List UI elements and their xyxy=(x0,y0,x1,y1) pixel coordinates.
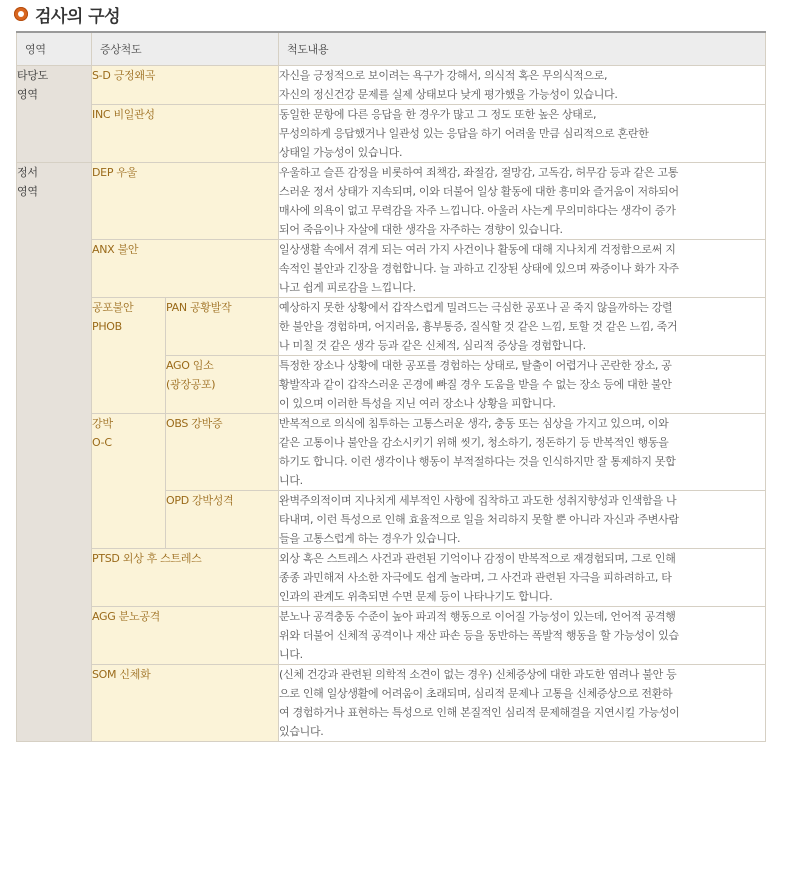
group-phobia: 공포불안 PHOB xyxy=(92,298,166,414)
table-row xyxy=(17,414,766,491)
scale-name: SOM 신체화 xyxy=(92,665,279,742)
section-title: 검사의 구성 xyxy=(35,6,121,27)
table-row xyxy=(17,163,766,240)
scale-name: INC 비일관성 xyxy=(92,105,279,163)
scale-name: OPD 강박성격 xyxy=(166,491,279,549)
header-content: 척도내용 xyxy=(279,32,766,66)
table-row xyxy=(17,607,766,665)
area-emotion: 정서 영역 xyxy=(17,163,92,742)
scale-name: ANX 불안 xyxy=(92,240,279,298)
scale-description: 동일한 문항에 다른 응답을 한 경우가 많고 그 정도 또한 높은 상태로, 무성의하게 응답했거나 일관성 있는 응답을 하기 어려울 만큼 심리적으로 혼란한 상태일 가능성이 있습니다. xyxy=(279,105,766,163)
header-area: 영역 xyxy=(17,32,92,66)
table-row xyxy=(17,66,766,105)
group-obsessive: 강박 O-C xyxy=(92,414,166,549)
scale-name: PAN 공황발작 xyxy=(166,298,279,356)
scale-name: AGG 분노공격 xyxy=(92,607,279,665)
scale-table xyxy=(16,31,766,742)
scale-description: 완벽주의적이며 지나치게 세부적인 사항에 집착하고 과도한 성취지향성과 인색함을 나 타내며, 이런 특성으로 인해 효율적으로 일을 처리하지 못할 뿐 아니라 자신과 주변사람 들을 고통스럽게 하는 경우가 있습니다. xyxy=(279,491,766,549)
area-validity: 타당도 영역 xyxy=(17,66,92,163)
table-header-row xyxy=(17,32,766,66)
scale-description: 외상 혹은 스트레스 사건과 관련된 기억이나 감정이 반복적으로 재경험되며, 그로 인해 종종 과민해져 사소한 자극에도 쉽게 놀라며, 그 사건과 관련된 자극을 피하려하고, 타 인과의 관계도 위축되면 수면 문제 등이 나타나기도 합니다. xyxy=(279,549,766,607)
scale-description: 우울하고 슬픈 감정을 비롯하여 죄책감, 좌절감, 절망감, 고독감, 허무감 등과 같은 고통 스러운 정서 상태가 지속되며, 이와 더불어 일상 활동에 대한 흥미와 즐거움이 저하되어 매사에 의욕이 없고 무력감을 자주 느낍니다. 아울러 사는게 무의미하다는 생각이 증가 되어 죽음이나 자살에 대한 생각을 자주하는 경향이 있습니다. xyxy=(279,163,766,240)
scale-description: 자신을 긍정적으로 보이려는 욕구가 강해서, 의식적 혹은 무의식적으로, 자신의 정신건강 문제를 실제 상태보다 낮게 평가했을 가능성이 있습니다. xyxy=(279,66,766,105)
scale-description: 예상하지 못한 상황에서 갑작스럽게 밀려드는 극심한 공포나 곧 죽지 않을까하는 강렬 한 불안을 경험하며, 어지러움, 흉부통증, 질식할 것 같은 느낌, 토할 것 같은 느낌, 죽거 나 미칠 것 같은 생각 등과 같은 신체적, 심리적 증상을 경험합니다. xyxy=(279,298,766,356)
section-heading xyxy=(14,2,120,26)
scale-description: 일상생활 속에서 겪게 되는 여러 가지 사건이나 활동에 대해 지나치게 걱정함으로써 지 속적인 불안과 긴장을 경험합니다. 늘 과하고 긴장된 상태에 있으며 짜증이나 화가 자주 나고 쉽게 피로감을 느낍니다. xyxy=(279,240,766,298)
table-row xyxy=(17,665,766,742)
table-row xyxy=(17,105,766,163)
scale-name: S-D 긍정왜곡 xyxy=(92,66,279,105)
scale-description: 반복적으로 의식에 침투하는 고통스러운 생각, 충동 또는 심상을 가지고 있으며, 이와 같은 고통이나 불안을 감소시키기 위해 씻기, 청소하기, 정돈하기 등 반복적인 행동을 하기도 합니다. 이런 생각이나 행동이 부적절하다는 것을 인식하지만 잘 통제하지 못합 니다. xyxy=(279,414,766,491)
scale-name: DEP 우울 xyxy=(92,163,279,240)
scale-name: PTSD 외상 후 스트레스 xyxy=(92,549,279,607)
table-row xyxy=(17,298,766,356)
scale-description: 특정한 장소나 상황에 대한 공포를 경험하는 상태로, 탈출이 어렵거나 곤란한 장소, 공 황발작과 같이 갑작스러운 곤경에 빠질 경우 도움을 받을 수 없는 장소 등에 대한 불안 이 있으며 이러한 특성을 지닌 여러 장소나 상황을 피합니다. xyxy=(279,356,766,414)
scale-name: OBS 강박증 xyxy=(166,414,279,491)
table-row xyxy=(17,549,766,607)
bullet-icon xyxy=(14,7,28,21)
header-scale: 증상척도 xyxy=(92,32,279,66)
table-row xyxy=(17,240,766,298)
scale-description: 분노나 공격충동 수준이 높아 파괴적 행동으로 이어질 가능성이 있는데, 언어적 공격행 위와 더불어 신체적 공격이나 재산 파손 등을 동반하는 폭발적 행동을 할 가능성이 있습 니다. xyxy=(279,607,766,665)
scale-name: AGO 임소 (광장공포) xyxy=(166,356,279,414)
scale-description: (신체 건강과 관련된 의학적 소견이 없는 경우) 신체증상에 대한 과도한 염려나 불안 등 으로 인해 일상생활에 어려움이 초래되며, 심리적 문제나 고통을 신체증상으로 전환하 여 경험하거나 표현하는 특성으로 인해 본질적인 심리적 문제해결을 지연시킬 가능성이 있습니다. xyxy=(279,665,766,742)
